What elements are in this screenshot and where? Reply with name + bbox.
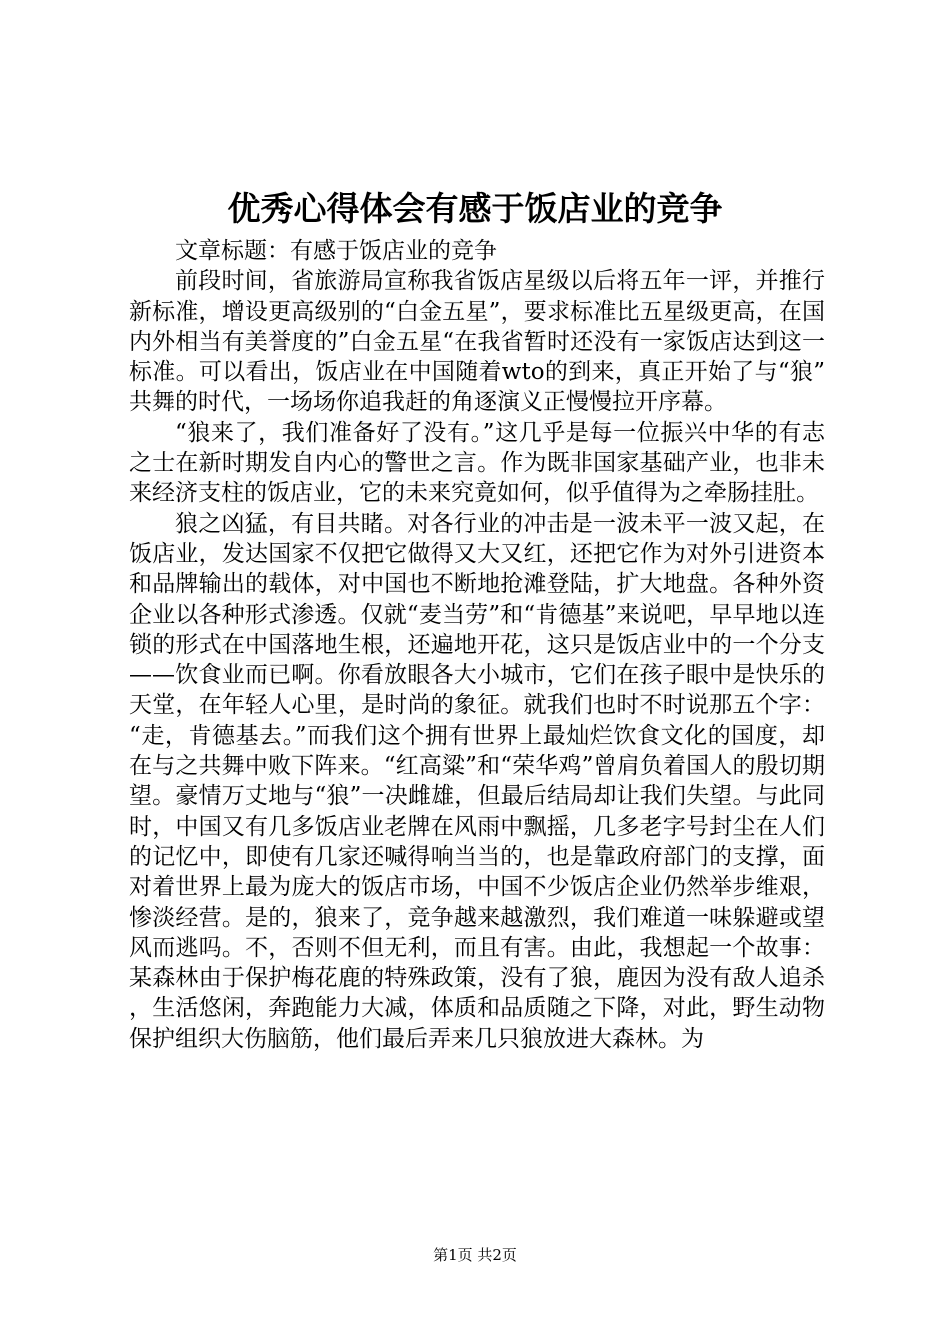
article-heading-line: 文章标题：有感于饭店业的竞争	[175, 238, 497, 264]
page-footer: 第1页 共2页	[433, 1246, 517, 1264]
paragraph: 狼之凶猛，有目共睹。对各行业的冲击是一波未平一波又起，在饭店业，发达国家不仅把它做得又大又红，还把它作为对外引进资本和品牌输出的载体，对中国也不断地抢滩登陆，扩大地盘。各种外资企业以各种形式渗透。仅就“麦当劳”和“肯德基”来说吧，早早地以连锁的形式在中国落地生根，还遍地开花，这只是饭店业中的一个分支——饮食业而已啊。你看放眼各大小城市，它们在孩子眼中是快乐的天堂，在年轻人心里，是时尚的象征。就我们也时不时说那五个字：“走，肯德基去。”而我们这个拥有世界上最灿烂饮食文化的国度，却在与之共舞中败下阵来。“红高粱”和“荣华鸡”曾肩负着国人的殷切期望。豪情万丈地与“狼”一决雌雄，但最后结局却让我们失望。与此同时，中国又有几多饭店业老牌在风雨中飘摇，几多老字号封尘在人们的记忆中，即使有几家还喊得响当当的，也是靠政府部门的支撑，面对着世界上最为庞大的饭店市场，中国不少饭店企业仍然举步维艰，惨淡经营。是的，狼来了，竞争越来越激烈，我们难道一味躲避或望风而逃吗。不，否则不但无利，而且有害。由此，我想起一个故事：某森林由于保护梅花鹿的特殊政策，没有了狼，鹿因为没有敌人追杀，生活悠闲，奔跑能力大减，体质和品质随之下降，对此，野生动物保护组织大伤脑筋，他们最后弄来几只狼放进大森林。为	[129, 510, 825, 1052]
document-body	[129, 236, 825, 1054]
paragraph: 前段时间，省旅游局宣称我省饭店星级以后将五年一评，并推行新标准，增设更高级别的“白金五星”，要求标准比五星级更高，在国内外相当有美誉度的”白金五星“在我省暂时还没有一家饭店达到这一标准。可以看出，饭店业在中国随着wto的到来，真正开始了与“狼”共舞的时代，一场场你追我赶的角逐演义正慢慢拉开序幕。	[129, 268, 825, 416]
paragraph: “狼来了，我们准备好了没有。”这几乎是每一位振兴中华的有志之士在新时期发自内心的警世之言。作为既非国家基础产业，也非未来经济支柱的饭店业，它的未来究竟如何，似乎值得为之牵肠挂肚。	[129, 419, 825, 507]
document-title: 优秀心得体会有感于饭店业的竞争	[227, 189, 723, 228]
